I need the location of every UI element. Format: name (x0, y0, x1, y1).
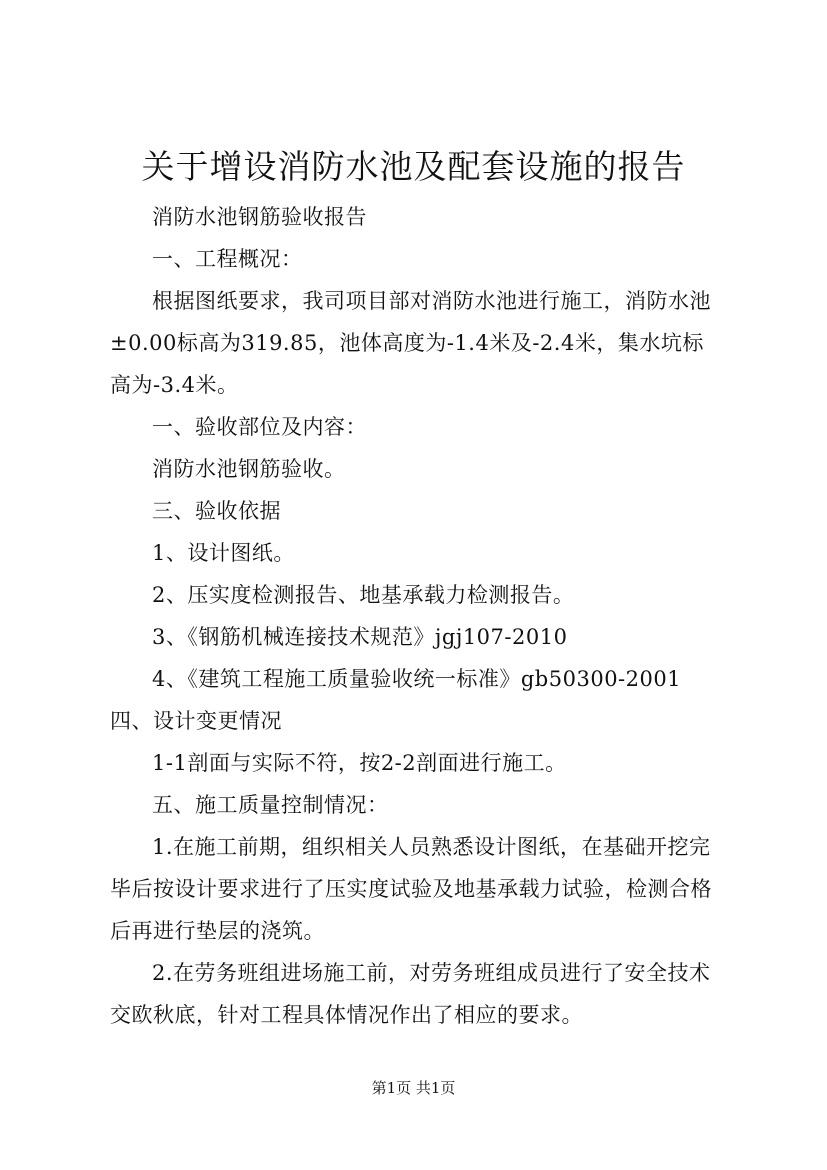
document-body (110, 196, 720, 1036)
paragraph: 1-1剖面与实际不符，按2-2剖面进行施工。 (152, 751, 567, 775)
paragraph: 3、《钢筋机械连接技术规范》jgj107-2010 (152, 625, 568, 649)
paragraph: 1.在施工前期，组织相关人员熟悉设计图纸，在基础开挖完毕后按设计要求进行了压实度试验及地基承载力试验，检测合格后再进行垫层的浇筑。 (110, 835, 712, 943)
paragraph: 消防水池钢筋验收。 (152, 457, 346, 481)
paragraph: 一、验收部位及内容： (152, 415, 367, 439)
paragraph: 一、工程概况： (152, 247, 303, 271)
document-title: 关于增设消防水池及配套设施的报告 (141, 147, 686, 186)
paragraph: 2、压实度检测报告、地基承载力检测报告。 (152, 583, 575, 607)
paragraph: 根据图纸要求，我司项目部对消防水池进行施工，消防水池±0.00标高为319.85，池体高度为-1.4米及-2.4米，集水坑标高为-3.4米。 (110, 289, 711, 397)
paragraph: 消防水池钢筋验收报告 (152, 205, 367, 229)
page-number-footer: 第1页 共1页 (371, 1079, 456, 1097)
paragraph: 4、《建筑工程施工质量验收统一标准》gb50300-2001四、设计变更情况 (110, 667, 682, 733)
paragraph: 2.在劳务班组进场施工前，对劳务班组成员进行了安全技术交欧秋底，针对工程具体情况作出了相应的要求。 (110, 961, 711, 1027)
paragraph: 三、验收依据 (152, 499, 281, 523)
paragraph: 1、设计图纸。 (152, 541, 295, 565)
paragraph: 五、施工质量控制情况： (152, 793, 389, 817)
